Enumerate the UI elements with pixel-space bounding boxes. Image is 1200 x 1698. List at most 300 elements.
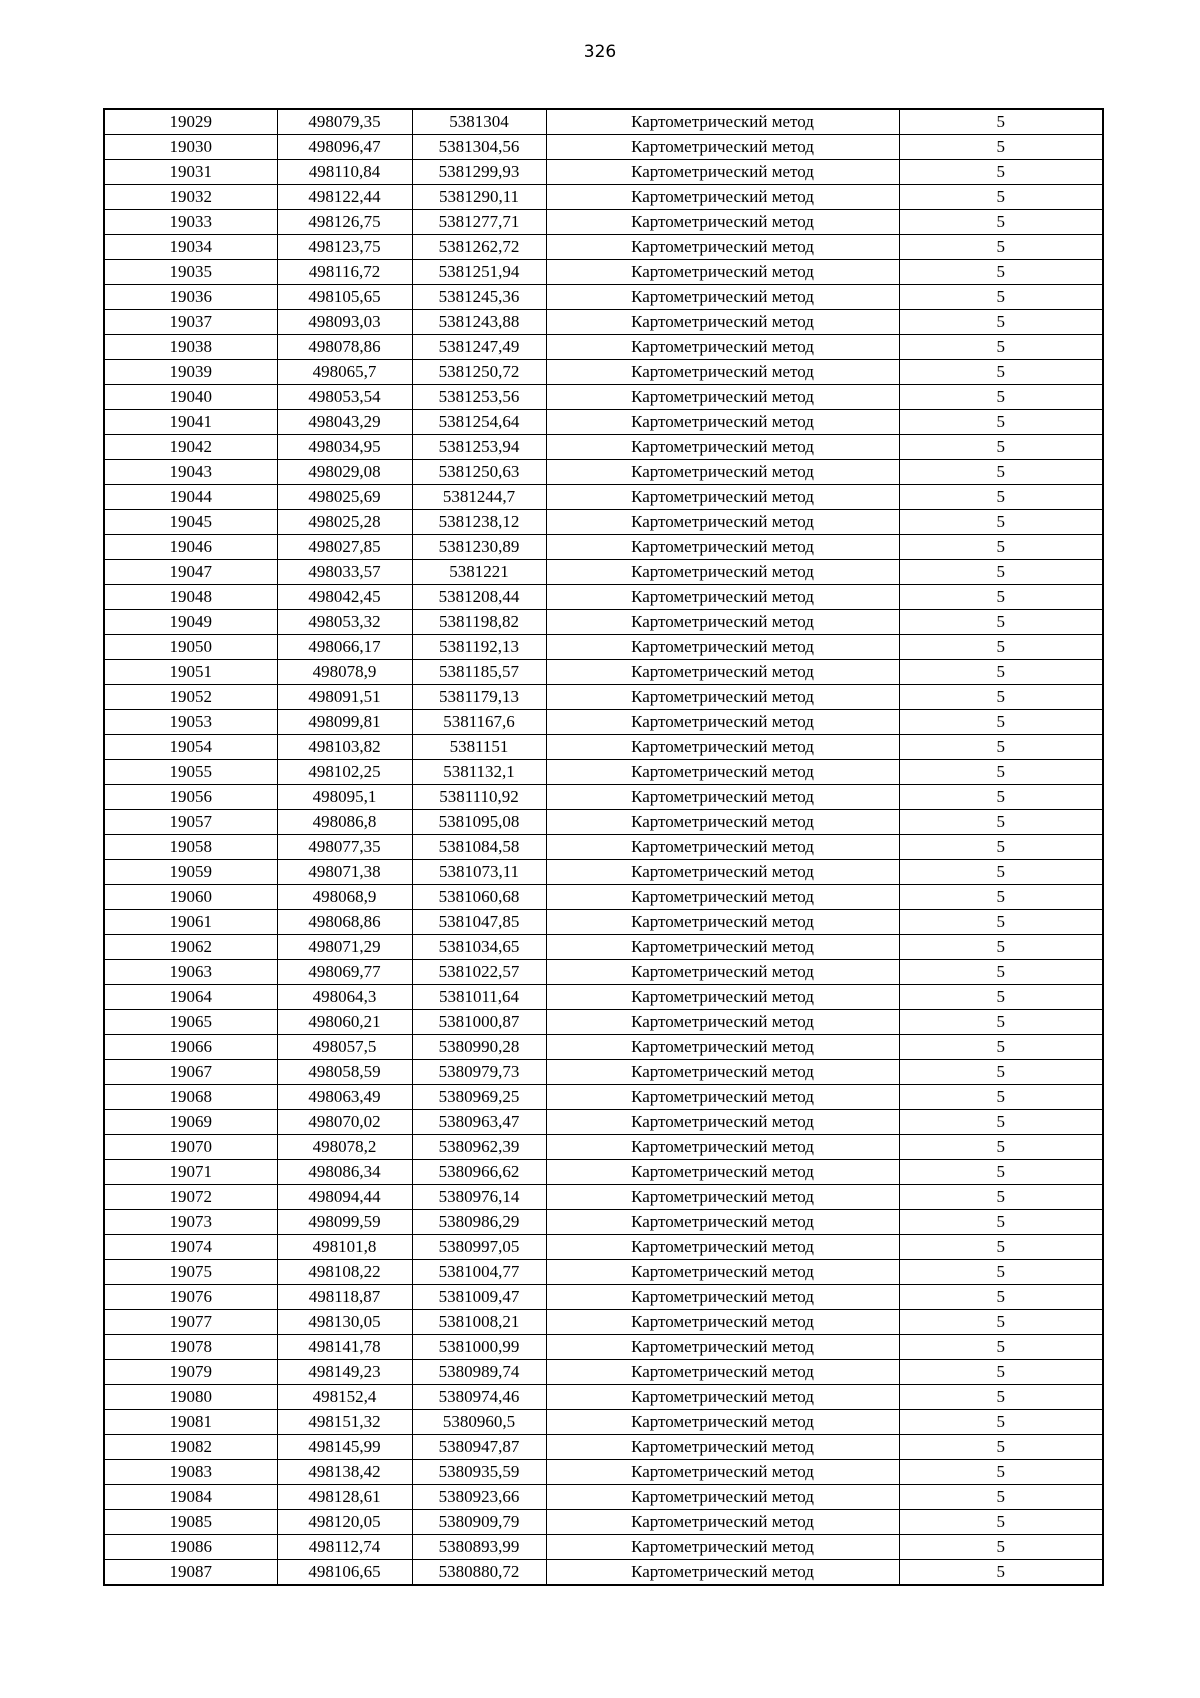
table-row bbox=[104, 485, 1103, 510]
point-number-cell: 19071 bbox=[104, 1160, 277, 1185]
accuracy-cell: 5 bbox=[899, 760, 1103, 785]
table-row bbox=[104, 860, 1103, 885]
table-row bbox=[104, 585, 1103, 610]
method-cell: Картометрический метод bbox=[546, 410, 899, 435]
x-coordinate-cell: 498078,9 bbox=[277, 660, 412, 685]
x-coordinate-cell: 498068,9 bbox=[277, 885, 412, 910]
y-coordinate-cell: 5381290,11 bbox=[412, 185, 546, 210]
x-coordinate-cell: 498096,47 bbox=[277, 135, 412, 160]
table-row bbox=[104, 1460, 1103, 1485]
x-coordinate-cell: 498079,35 bbox=[277, 109, 412, 135]
accuracy-cell: 5 bbox=[899, 410, 1103, 435]
point-number-cell: 19038 bbox=[104, 335, 277, 360]
table-row bbox=[104, 360, 1103, 385]
y-coordinate-cell: 5381011,64 bbox=[412, 985, 546, 1010]
accuracy-cell: 5 bbox=[899, 1485, 1103, 1510]
y-coordinate-cell: 5381192,13 bbox=[412, 635, 546, 660]
accuracy-cell: 5 bbox=[899, 535, 1103, 560]
x-coordinate-cell: 498099,59 bbox=[277, 1210, 412, 1235]
accuracy-cell: 5 bbox=[899, 360, 1103, 385]
method-cell: Картометрический метод bbox=[546, 1285, 899, 1310]
point-number-cell: 19043 bbox=[104, 460, 277, 485]
table-row bbox=[104, 910, 1103, 935]
point-number-cell: 19058 bbox=[104, 835, 277, 860]
table-row bbox=[104, 560, 1103, 585]
x-coordinate-cell: 498064,3 bbox=[277, 985, 412, 1010]
method-cell: Картометрический метод bbox=[546, 735, 899, 760]
table-row bbox=[104, 410, 1103, 435]
y-coordinate-cell: 5380935,59 bbox=[412, 1460, 546, 1485]
method-cell: Картометрический метод bbox=[546, 510, 899, 535]
point-number-cell: 19086 bbox=[104, 1535, 277, 1560]
coordinates-table-body bbox=[104, 109, 1103, 1585]
point-number-cell: 19042 bbox=[104, 435, 277, 460]
table-row bbox=[104, 385, 1103, 410]
x-coordinate-cell: 498145,99 bbox=[277, 1435, 412, 1460]
point-number-cell: 19034 bbox=[104, 235, 277, 260]
x-coordinate-cell: 498029,08 bbox=[277, 460, 412, 485]
y-coordinate-cell: 5380960,5 bbox=[412, 1410, 546, 1435]
point-number-cell: 19079 bbox=[104, 1360, 277, 1385]
accuracy-cell: 5 bbox=[899, 1035, 1103, 1060]
point-number-cell: 19032 bbox=[104, 185, 277, 210]
table-row bbox=[104, 1535, 1103, 1560]
y-coordinate-cell: 5381250,72 bbox=[412, 360, 546, 385]
table-row bbox=[104, 1260, 1103, 1285]
method-cell: Картометрический метод bbox=[546, 1560, 899, 1586]
x-coordinate-cell: 498065,7 bbox=[277, 360, 412, 385]
x-coordinate-cell: 498149,23 bbox=[277, 1360, 412, 1385]
method-cell: Картометрический метод bbox=[546, 1460, 899, 1485]
accuracy-cell: 5 bbox=[899, 1560, 1103, 1586]
method-cell: Картометрический метод bbox=[546, 660, 899, 685]
table-row bbox=[104, 1185, 1103, 1210]
y-coordinate-cell: 5381110,92 bbox=[412, 785, 546, 810]
x-coordinate-cell: 498091,51 bbox=[277, 685, 412, 710]
accuracy-cell: 5 bbox=[899, 1360, 1103, 1385]
x-coordinate-cell: 498116,72 bbox=[277, 260, 412, 285]
point-number-cell: 19049 bbox=[104, 610, 277, 635]
method-cell: Картометрический метод bbox=[546, 535, 899, 560]
y-coordinate-cell: 5381034,65 bbox=[412, 935, 546, 960]
y-coordinate-cell: 5381073,11 bbox=[412, 860, 546, 885]
accuracy-cell: 5 bbox=[899, 560, 1103, 585]
method-cell: Картометрический метод bbox=[546, 885, 899, 910]
x-coordinate-cell: 498093,03 bbox=[277, 310, 412, 335]
y-coordinate-cell: 5381022,57 bbox=[412, 960, 546, 985]
method-cell: Картометрический метод bbox=[546, 285, 899, 310]
table-row bbox=[104, 810, 1103, 835]
x-coordinate-cell: 498120,05 bbox=[277, 1510, 412, 1535]
accuracy-cell: 5 bbox=[899, 435, 1103, 460]
accuracy-cell: 5 bbox=[899, 335, 1103, 360]
method-cell: Картометрический метод bbox=[546, 360, 899, 385]
y-coordinate-cell: 5381262,72 bbox=[412, 235, 546, 260]
method-cell: Картометрический метод bbox=[546, 385, 899, 410]
accuracy-cell: 5 bbox=[899, 485, 1103, 510]
y-coordinate-cell: 5380989,74 bbox=[412, 1360, 546, 1385]
point-number-cell: 19044 bbox=[104, 485, 277, 510]
method-cell: Картометрический метод bbox=[546, 935, 899, 960]
point-number-cell: 19041 bbox=[104, 410, 277, 435]
x-coordinate-cell: 498103,82 bbox=[277, 735, 412, 760]
x-coordinate-cell: 498068,86 bbox=[277, 910, 412, 935]
point-number-cell: 19072 bbox=[104, 1185, 277, 1210]
x-coordinate-cell: 498151,32 bbox=[277, 1410, 412, 1435]
point-number-cell: 19078 bbox=[104, 1335, 277, 1360]
method-cell: Картометрический метод bbox=[546, 585, 899, 610]
method-cell: Картометрический метод bbox=[546, 1435, 899, 1460]
table-row bbox=[104, 985, 1103, 1010]
point-number-cell: 19045 bbox=[104, 510, 277, 535]
accuracy-cell: 5 bbox=[899, 710, 1103, 735]
y-coordinate-cell: 5381095,08 bbox=[412, 810, 546, 835]
table-row bbox=[104, 1210, 1103, 1235]
method-cell: Картометрический метод bbox=[546, 435, 899, 460]
accuracy-cell: 5 bbox=[899, 510, 1103, 535]
point-number-cell: 19077 bbox=[104, 1310, 277, 1335]
y-coordinate-cell: 5380947,87 bbox=[412, 1435, 546, 1460]
point-number-cell: 19067 bbox=[104, 1060, 277, 1085]
point-number-cell: 19047 bbox=[104, 560, 277, 585]
y-coordinate-cell: 5381047,85 bbox=[412, 910, 546, 935]
method-cell: Картометрический метод bbox=[546, 985, 899, 1010]
point-number-cell: 19065 bbox=[104, 1010, 277, 1035]
x-coordinate-cell: 498126,75 bbox=[277, 210, 412, 235]
table-row bbox=[104, 460, 1103, 485]
method-cell: Картометрический метод bbox=[546, 335, 899, 360]
point-number-cell: 19029 bbox=[104, 109, 277, 135]
point-number-cell: 19053 bbox=[104, 710, 277, 735]
accuracy-cell: 5 bbox=[899, 235, 1103, 260]
y-coordinate-cell: 5380969,25 bbox=[412, 1085, 546, 1110]
accuracy-cell: 5 bbox=[899, 1185, 1103, 1210]
x-coordinate-cell: 498102,25 bbox=[277, 760, 412, 785]
accuracy-cell: 5 bbox=[899, 260, 1103, 285]
table-row bbox=[104, 510, 1103, 535]
x-coordinate-cell: 498027,85 bbox=[277, 535, 412, 560]
table-row bbox=[104, 1085, 1103, 1110]
x-coordinate-cell: 498095,1 bbox=[277, 785, 412, 810]
method-cell: Картометрический метод bbox=[546, 1085, 899, 1110]
table-row bbox=[104, 1010, 1103, 1035]
method-cell: Картометрический метод bbox=[546, 1185, 899, 1210]
table-row bbox=[104, 310, 1103, 335]
method-cell: Картометрический метод bbox=[546, 235, 899, 260]
method-cell: Картометрический метод bbox=[546, 910, 899, 935]
table-row bbox=[104, 935, 1103, 960]
accuracy-cell: 5 bbox=[899, 1160, 1103, 1185]
table-row bbox=[104, 1285, 1103, 1310]
y-coordinate-cell: 5381000,87 bbox=[412, 1010, 546, 1035]
y-coordinate-cell: 5381251,94 bbox=[412, 260, 546, 285]
method-cell: Картометрический метод bbox=[546, 1035, 899, 1060]
x-coordinate-cell: 498077,35 bbox=[277, 835, 412, 860]
table-row bbox=[104, 735, 1103, 760]
point-number-cell: 19054 bbox=[104, 735, 277, 760]
point-number-cell: 19039 bbox=[104, 360, 277, 385]
table-row bbox=[104, 1335, 1103, 1360]
page-number: 326 bbox=[583, 42, 617, 62]
x-coordinate-cell: 498053,54 bbox=[277, 385, 412, 410]
y-coordinate-cell: 5380979,73 bbox=[412, 1060, 546, 1085]
accuracy-cell: 5 bbox=[899, 210, 1103, 235]
table-row bbox=[104, 1560, 1103, 1586]
accuracy-cell: 5 bbox=[899, 1260, 1103, 1285]
x-coordinate-cell: 498078,2 bbox=[277, 1135, 412, 1160]
point-number-cell: 19070 bbox=[104, 1135, 277, 1160]
method-cell: Картометрический метод bbox=[546, 485, 899, 510]
y-coordinate-cell: 5381167,6 bbox=[412, 710, 546, 735]
table-row bbox=[104, 109, 1103, 135]
method-cell: Картометрический метод bbox=[546, 160, 899, 185]
x-coordinate-cell: 498122,44 bbox=[277, 185, 412, 210]
accuracy-cell: 5 bbox=[899, 660, 1103, 685]
y-coordinate-cell: 5381221 bbox=[412, 560, 546, 585]
y-coordinate-cell: 5380966,62 bbox=[412, 1160, 546, 1185]
y-coordinate-cell: 5381084,58 bbox=[412, 835, 546, 860]
method-cell: Картометрический метод bbox=[546, 1260, 899, 1285]
x-coordinate-cell: 498105,65 bbox=[277, 285, 412, 310]
table-row bbox=[104, 435, 1103, 460]
accuracy-cell: 5 bbox=[899, 1535, 1103, 1560]
table-row bbox=[104, 885, 1103, 910]
table-row bbox=[104, 1510, 1103, 1535]
point-number-cell: 19057 bbox=[104, 810, 277, 835]
x-coordinate-cell: 498094,44 bbox=[277, 1185, 412, 1210]
point-number-cell: 19083 bbox=[104, 1460, 277, 1485]
point-number-cell: 19069 bbox=[104, 1110, 277, 1135]
accuracy-cell: 5 bbox=[899, 935, 1103, 960]
y-coordinate-cell: 5380963,47 bbox=[412, 1110, 546, 1135]
method-cell: Картометрический метод bbox=[546, 1360, 899, 1385]
point-number-cell: 19076 bbox=[104, 1285, 277, 1310]
table-row bbox=[104, 1060, 1103, 1085]
table-row bbox=[104, 210, 1103, 235]
y-coordinate-cell: 5380974,46 bbox=[412, 1385, 546, 1410]
x-coordinate-cell: 498106,65 bbox=[277, 1560, 412, 1586]
point-number-cell: 19073 bbox=[104, 1210, 277, 1235]
x-coordinate-cell: 498123,75 bbox=[277, 235, 412, 260]
accuracy-cell: 5 bbox=[899, 585, 1103, 610]
method-cell: Картометрический метод bbox=[546, 560, 899, 585]
accuracy-cell: 5 bbox=[899, 785, 1103, 810]
y-coordinate-cell: 5381250,63 bbox=[412, 460, 546, 485]
method-cell: Картометрический метод bbox=[546, 710, 899, 735]
accuracy-cell: 5 bbox=[899, 1385, 1103, 1410]
method-cell: Картометрический метод bbox=[546, 260, 899, 285]
point-number-cell: 19048 bbox=[104, 585, 277, 610]
point-number-cell: 19050 bbox=[104, 635, 277, 660]
point-number-cell: 19031 bbox=[104, 160, 277, 185]
point-number-cell: 19074 bbox=[104, 1235, 277, 1260]
point-number-cell: 19087 bbox=[104, 1560, 277, 1586]
method-cell: Картометрический метод bbox=[546, 1385, 899, 1410]
y-coordinate-cell: 5381198,82 bbox=[412, 610, 546, 635]
method-cell: Картометрический метод bbox=[546, 1235, 899, 1260]
point-number-cell: 19066 bbox=[104, 1035, 277, 1060]
table-row bbox=[104, 1360, 1103, 1385]
accuracy-cell: 5 bbox=[899, 460, 1103, 485]
y-coordinate-cell: 5380962,39 bbox=[412, 1135, 546, 1160]
x-coordinate-cell: 498118,87 bbox=[277, 1285, 412, 1310]
accuracy-cell: 5 bbox=[899, 1235, 1103, 1260]
point-number-cell: 19060 bbox=[104, 885, 277, 910]
method-cell: Картометрический метод bbox=[546, 210, 899, 235]
table-row bbox=[104, 235, 1103, 260]
y-coordinate-cell: 5381243,88 bbox=[412, 310, 546, 335]
accuracy-cell: 5 bbox=[899, 835, 1103, 860]
accuracy-cell: 5 bbox=[899, 1135, 1103, 1160]
method-cell: Картометрический метод bbox=[546, 1310, 899, 1335]
accuracy-cell: 5 bbox=[899, 1310, 1103, 1335]
point-number-cell: 19075 bbox=[104, 1260, 277, 1285]
y-coordinate-cell: 5381208,44 bbox=[412, 585, 546, 610]
point-number-cell: 19084 bbox=[104, 1485, 277, 1510]
x-coordinate-cell: 498063,49 bbox=[277, 1085, 412, 1110]
accuracy-cell: 5 bbox=[899, 385, 1103, 410]
x-coordinate-cell: 498071,38 bbox=[277, 860, 412, 885]
x-coordinate-cell: 498078,86 bbox=[277, 335, 412, 360]
coordinates-table bbox=[103, 108, 1104, 1586]
method-cell: Картометрический метод bbox=[546, 1110, 899, 1135]
method-cell: Картометрический метод bbox=[546, 960, 899, 985]
x-coordinate-cell: 498060,21 bbox=[277, 1010, 412, 1035]
accuracy-cell: 5 bbox=[899, 735, 1103, 760]
table-row bbox=[104, 285, 1103, 310]
table-row bbox=[104, 1135, 1103, 1160]
x-coordinate-cell: 498071,29 bbox=[277, 935, 412, 960]
table-row bbox=[104, 1385, 1103, 1410]
method-cell: Картометрический метод bbox=[546, 835, 899, 860]
table-row bbox=[104, 1035, 1103, 1060]
accuracy-cell: 5 bbox=[899, 960, 1103, 985]
y-coordinate-cell: 5381247,49 bbox=[412, 335, 546, 360]
y-coordinate-cell: 5380880,72 bbox=[412, 1560, 546, 1586]
table-row bbox=[104, 1235, 1103, 1260]
y-coordinate-cell: 5381132,1 bbox=[412, 760, 546, 785]
table-row bbox=[104, 260, 1103, 285]
accuracy-cell: 5 bbox=[899, 1210, 1103, 1235]
y-coordinate-cell: 5381277,71 bbox=[412, 210, 546, 235]
accuracy-cell: 5 bbox=[899, 1510, 1103, 1535]
method-cell: Картометрический метод bbox=[546, 310, 899, 335]
y-coordinate-cell: 5381008,21 bbox=[412, 1310, 546, 1335]
method-cell: Картометрический метод bbox=[546, 1485, 899, 1510]
accuracy-cell: 5 bbox=[899, 1085, 1103, 1110]
x-coordinate-cell: 498034,95 bbox=[277, 435, 412, 460]
method-cell: Картометрический метод bbox=[546, 135, 899, 160]
y-coordinate-cell: 5381254,64 bbox=[412, 410, 546, 435]
accuracy-cell: 5 bbox=[899, 1110, 1103, 1135]
x-coordinate-cell: 498086,34 bbox=[277, 1160, 412, 1185]
point-number-cell: 19055 bbox=[104, 760, 277, 785]
method-cell: Картометрический метод bbox=[546, 460, 899, 485]
accuracy-cell: 5 bbox=[899, 1010, 1103, 1035]
y-coordinate-cell: 5381245,36 bbox=[412, 285, 546, 310]
accuracy-cell: 5 bbox=[899, 1285, 1103, 1310]
y-coordinate-cell: 5380893,99 bbox=[412, 1535, 546, 1560]
y-coordinate-cell: 5381060,68 bbox=[412, 885, 546, 910]
method-cell: Картометрический метод bbox=[546, 1010, 899, 1035]
table-row bbox=[104, 1435, 1103, 1460]
accuracy-cell: 5 bbox=[899, 635, 1103, 660]
y-coordinate-cell: 5381304,56 bbox=[412, 135, 546, 160]
point-number-cell: 19030 bbox=[104, 135, 277, 160]
y-coordinate-cell: 5380909,79 bbox=[412, 1510, 546, 1535]
table-row bbox=[104, 135, 1103, 160]
method-cell: Картометрический метод bbox=[546, 1135, 899, 1160]
point-number-cell: 19059 bbox=[104, 860, 277, 885]
x-coordinate-cell: 498025,69 bbox=[277, 485, 412, 510]
method-cell: Картометрический метод bbox=[546, 1210, 899, 1235]
accuracy-cell: 5 bbox=[899, 1060, 1103, 1085]
x-coordinate-cell: 498070,02 bbox=[277, 1110, 412, 1135]
accuracy-cell: 5 bbox=[899, 185, 1103, 210]
accuracy-cell: 5 bbox=[899, 1460, 1103, 1485]
accuracy-cell: 5 bbox=[899, 860, 1103, 885]
method-cell: Картометрический метод bbox=[546, 685, 899, 710]
point-number-cell: 19036 bbox=[104, 285, 277, 310]
point-number-cell: 19033 bbox=[104, 210, 277, 235]
x-coordinate-cell: 498101,8 bbox=[277, 1235, 412, 1260]
accuracy-cell: 5 bbox=[899, 160, 1103, 185]
method-cell: Картометрический метод bbox=[546, 1335, 899, 1360]
x-coordinate-cell: 498057,5 bbox=[277, 1035, 412, 1060]
x-coordinate-cell: 498086,8 bbox=[277, 810, 412, 835]
x-coordinate-cell: 498042,45 bbox=[277, 585, 412, 610]
y-coordinate-cell: 5381304 bbox=[412, 109, 546, 135]
method-cell: Картометрический метод bbox=[546, 1410, 899, 1435]
table-row bbox=[104, 535, 1103, 560]
method-cell: Картометрический метод bbox=[546, 109, 899, 135]
method-cell: Картометрический метод bbox=[546, 1510, 899, 1535]
table-row bbox=[104, 1310, 1103, 1335]
point-number-cell: 19052 bbox=[104, 685, 277, 710]
table-row bbox=[104, 160, 1103, 185]
table-row bbox=[104, 635, 1103, 660]
accuracy-cell: 5 bbox=[899, 1435, 1103, 1460]
point-number-cell: 19063 bbox=[104, 960, 277, 985]
point-number-cell: 19064 bbox=[104, 985, 277, 1010]
table-row bbox=[104, 610, 1103, 635]
y-coordinate-cell: 5381230,89 bbox=[412, 535, 546, 560]
method-cell: Картометрический метод bbox=[546, 810, 899, 835]
x-coordinate-cell: 498112,74 bbox=[277, 1535, 412, 1560]
point-number-cell: 19056 bbox=[104, 785, 277, 810]
point-number-cell: 19051 bbox=[104, 660, 277, 685]
y-coordinate-cell: 5381253,56 bbox=[412, 385, 546, 410]
y-coordinate-cell: 5381299,93 bbox=[412, 160, 546, 185]
table-row bbox=[104, 660, 1103, 685]
table-row bbox=[104, 760, 1103, 785]
point-number-cell: 19037 bbox=[104, 310, 277, 335]
table-row bbox=[104, 335, 1103, 360]
table-row bbox=[104, 785, 1103, 810]
table-row bbox=[104, 1110, 1103, 1135]
table-row bbox=[104, 1160, 1103, 1185]
x-coordinate-cell: 498099,81 bbox=[277, 710, 412, 735]
x-coordinate-cell: 498108,22 bbox=[277, 1260, 412, 1285]
accuracy-cell: 5 bbox=[899, 1335, 1103, 1360]
y-coordinate-cell: 5381151 bbox=[412, 735, 546, 760]
x-coordinate-cell: 498043,29 bbox=[277, 410, 412, 435]
x-coordinate-cell: 498025,28 bbox=[277, 510, 412, 535]
method-cell: Картометрический метод bbox=[546, 785, 899, 810]
x-coordinate-cell: 498130,05 bbox=[277, 1310, 412, 1335]
table-row bbox=[104, 835, 1103, 860]
point-number-cell: 19040 bbox=[104, 385, 277, 410]
